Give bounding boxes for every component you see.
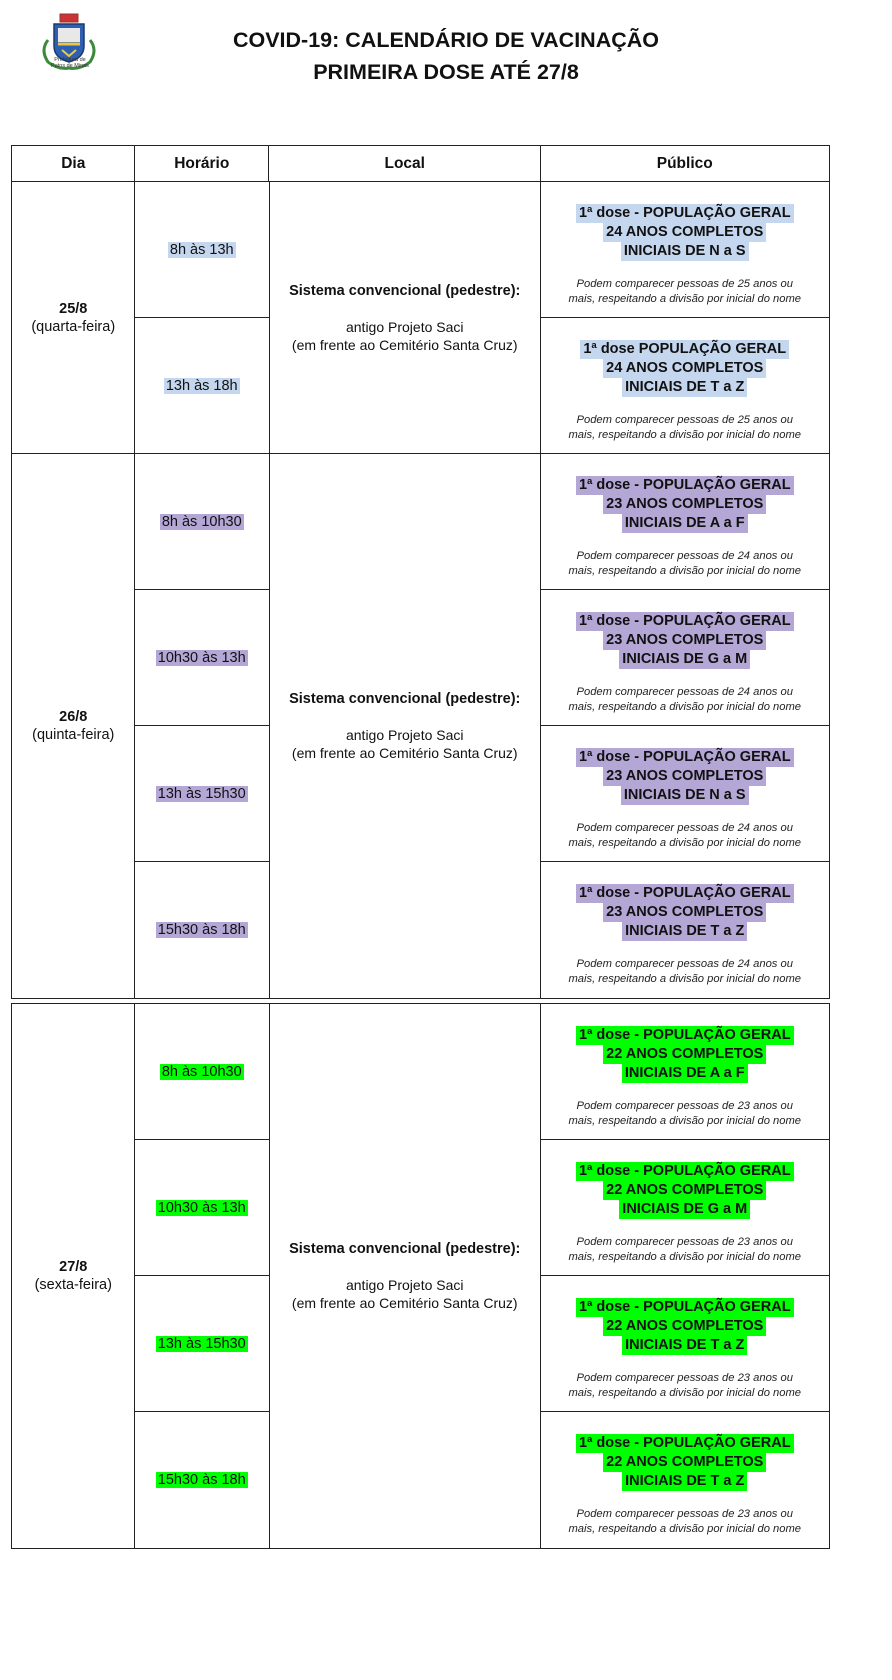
audience-lines — [580, 340, 789, 397]
audience-lines — [576, 204, 794, 261]
time-slot: 13h às 15h30 — [157, 1335, 246, 1352]
day-weekday: (quarta-feira) — [31, 318, 116, 335]
eligibility-note-line1: Podem comparecer pessoas de 25 anos ou — [576, 414, 793, 426]
audience-cell — [540, 725, 830, 863]
time-slot: 13h às 15h30 — [157, 785, 246, 802]
name-initials: INICIAIS DE T a Z — [622, 922, 747, 941]
audience-lines — [576, 1162, 794, 1219]
name-initials: INICIAIS DE G a M — [619, 650, 750, 669]
dose-label: 1ª dose - POPULAÇÃO GERAL — [576, 1026, 794, 1045]
time-slot-cell — [134, 317, 270, 455]
dose-label: 1ª dose - POPULAÇÃO GERAL — [576, 1298, 794, 1317]
age-group: 22 ANOS COMPLETOS — [603, 1045, 766, 1064]
time-slot-cell — [134, 1275, 270, 1413]
location-cell — [268, 181, 542, 455]
age-group: 23 ANOS COMPLETOS — [603, 631, 766, 650]
name-initials: INICIAIS DE G a M — [619, 1200, 750, 1219]
dose-label: 1ª dose - POPULAÇÃO GERAL — [576, 204, 794, 223]
eligibility-note-line2: mais, respeitando a divisão por inicial do nome — [568, 565, 802, 577]
eligibility-note — [568, 685, 801, 715]
location-title: Sistema convencional (pedestre): — [289, 282, 521, 299]
day-weekday: (sexta-feira) — [34, 1276, 112, 1293]
name-initials: INICIAIS DE N a S — [621, 242, 749, 261]
time-slot: 8h às 10h30 — [161, 1063, 242, 1080]
age-group: 22 ANOS COMPLETOS — [603, 1181, 766, 1200]
logo-caption: Prefeitura de Patos de Minas — [51, 57, 89, 69]
eligibility-note — [568, 1371, 801, 1401]
eligibility-note-line2: mais, respeitando a divisão por inicial do nome — [568, 1251, 802, 1263]
time-slot: 10h30 às 13h — [157, 1199, 246, 1216]
audience-cell — [540, 861, 830, 999]
eligibility-note — [568, 1507, 801, 1537]
eligibility-note — [568, 1099, 801, 1129]
audience-cell — [540, 1275, 830, 1413]
eligibility-note — [568, 277, 801, 307]
eligibility-note-line1: Podem comparecer pessoas de 25 anos ou — [576, 278, 793, 290]
eligibility-note-line2: mais, respeitando a divisão por inicial do nome — [568, 973, 802, 985]
time-slot-cell — [134, 861, 270, 999]
eligibility-note — [568, 413, 801, 443]
location-title: Sistema convencional (pedestre): — [289, 1240, 521, 1257]
time-slot-cell — [134, 725, 270, 863]
column-header-horario: Horário — [134, 145, 270, 182]
name-initials: INICIAIS DE T a Z — [622, 378, 747, 397]
time-slot-cell — [134, 453, 270, 591]
audience-cell — [540, 589, 830, 727]
column-header-local: Local — [268, 145, 542, 182]
name-initials: INICIAIS DE T a Z — [622, 1336, 747, 1355]
location-reference: (em frente ao Cemitério Santa Cruz) — [291, 744, 518, 761]
eligibility-note-line2: mais, respeitando a divisão por inicial do nome — [568, 1387, 802, 1399]
location-cell — [268, 453, 542, 999]
eligibility-note-line2: mais, respeitando a divisão por inicial do nome — [568, 701, 802, 713]
eligibility-note — [568, 821, 801, 851]
age-group: 24 ANOS COMPLETOS — [603, 223, 766, 242]
time-slot: 8h às 13h — [169, 241, 234, 258]
location-name: antigo Projeto Saci — [345, 1276, 464, 1293]
audience-lines — [576, 884, 794, 941]
eligibility-note-line1: Podem comparecer pessoas de 23 anos ou — [576, 1236, 793, 1248]
audience-lines — [576, 1026, 794, 1083]
audience-lines — [576, 476, 794, 533]
age-group: 22 ANOS COMPLETOS — [603, 1453, 766, 1472]
age-group: 24 ANOS COMPLETOS — [603, 359, 766, 378]
audience-lines — [576, 1298, 794, 1355]
eligibility-note-line1: Podem comparecer pessoas de 23 anos ou — [576, 1100, 793, 1112]
name-initials: INICIAIS DE A a F — [622, 1064, 748, 1083]
audience-cell — [540, 1411, 830, 1549]
eligibility-note-line1: Podem comparecer pessoas de 23 anos ou — [576, 1508, 793, 1520]
location-cell — [268, 1003, 542, 1549]
eligibility-note — [568, 1235, 801, 1265]
time-slot-cell — [134, 1139, 270, 1277]
time-slot: 15h30 às 18h — [157, 1471, 246, 1488]
page-title: COVID-19: CALENDÁRIO DE VACINAÇÃO — [232, 28, 660, 52]
eligibility-note — [568, 957, 801, 987]
time-slot: 15h30 às 18h — [157, 921, 246, 938]
age-group: 23 ANOS COMPLETOS — [603, 495, 766, 514]
dose-label: 1ª dose - POPULAÇÃO GERAL — [576, 1434, 794, 1453]
day-weekday: (quinta-feira) — [32, 726, 115, 743]
audience-lines — [576, 612, 794, 669]
eligibility-note — [568, 549, 801, 579]
audience-cell — [540, 317, 830, 455]
day-cell — [11, 1003, 136, 1549]
dose-label: 1ª dose POPULAÇÃO GERAL — [580, 340, 789, 359]
audience-cell — [540, 181, 830, 319]
eligibility-note-line2: mais, respeitando a divisão por inicial do nome — [568, 1115, 802, 1127]
dose-label: 1ª dose - POPULAÇÃO GERAL — [576, 476, 794, 495]
age-group: 23 ANOS COMPLETOS — [603, 903, 766, 922]
location-name: antigo Projeto Saci — [345, 726, 464, 743]
time-slot: 13h às 18h — [165, 377, 238, 394]
eligibility-note-line2: mais, respeitando a divisão por inicial do nome — [568, 429, 802, 441]
eligibility-note-line2: mais, respeitando a divisão por inicial do nome — [568, 1523, 802, 1535]
eligibility-note-line1: Podem comparecer pessoas de 24 anos ou — [576, 686, 793, 698]
name-initials: INICIAIS DE T a Z — [622, 1472, 747, 1491]
time-slot: 10h30 às 13h — [157, 649, 246, 666]
dose-label: 1ª dose - POPULAÇÃO GERAL — [576, 884, 794, 903]
page-subtitle: PRIMEIRA DOSE ATÉ 27/8 — [313, 60, 579, 84]
location-name: antigo Projeto Saci — [345, 318, 464, 335]
eligibility-note-line1: Podem comparecer pessoas de 24 anos ou — [576, 822, 793, 834]
age-group: 22 ANOS COMPLETOS — [603, 1317, 766, 1336]
eligibility-note-line1: Podem comparecer pessoas de 24 anos ou — [576, 958, 793, 970]
location-reference: (em frente ao Cemitério Santa Cruz) — [291, 1294, 518, 1311]
audience-lines — [576, 748, 794, 805]
age-group: 23 ANOS COMPLETOS — [603, 767, 766, 786]
time-slot-cell — [134, 1411, 270, 1549]
time-slot: 8h às 10h30 — [161, 513, 242, 530]
audience-cell — [540, 1003, 830, 1141]
time-slot-cell — [134, 1003, 270, 1141]
location-title: Sistema convencional (pedestre): — [289, 690, 521, 707]
day-cell — [11, 181, 136, 455]
dose-label: 1ª dose - POPULAÇÃO GERAL — [576, 748, 794, 767]
column-header-publico: Público — [540, 145, 830, 182]
dose-label: 1ª dose - POPULAÇÃO GERAL — [576, 1162, 794, 1181]
eligibility-note-line1: Podem comparecer pessoas de 24 anos ou — [576, 550, 793, 562]
day-date: 25/8 — [59, 300, 88, 317]
audience-cell — [540, 1139, 830, 1277]
location-reference: (em frente ao Cemitério Santa Cruz) — [291, 336, 518, 353]
day-date: 26/8 — [59, 708, 88, 725]
time-slot-cell — [134, 181, 270, 319]
eligibility-note-line2: mais, respeitando a divisão por inicial do nome — [568, 293, 802, 305]
audience-lines — [576, 1434, 794, 1491]
dose-label: 1ª dose - POPULAÇÃO GERAL — [576, 612, 794, 631]
day-date: 27/8 — [59, 1258, 88, 1275]
name-initials: INICIAIS DE A a F — [622, 514, 748, 533]
eligibility-note-line1: Podem comparecer pessoas de 23 anos ou — [576, 1372, 793, 1384]
audience-cell — [540, 453, 830, 591]
time-slot-cell — [134, 589, 270, 727]
day-cell — [11, 453, 136, 999]
name-initials: INICIAIS DE N a S — [621, 786, 749, 805]
eligibility-note-line2: mais, respeitando a divisão por inicial do nome — [568, 837, 802, 849]
column-header-dia: Dia — [11, 145, 136, 182]
